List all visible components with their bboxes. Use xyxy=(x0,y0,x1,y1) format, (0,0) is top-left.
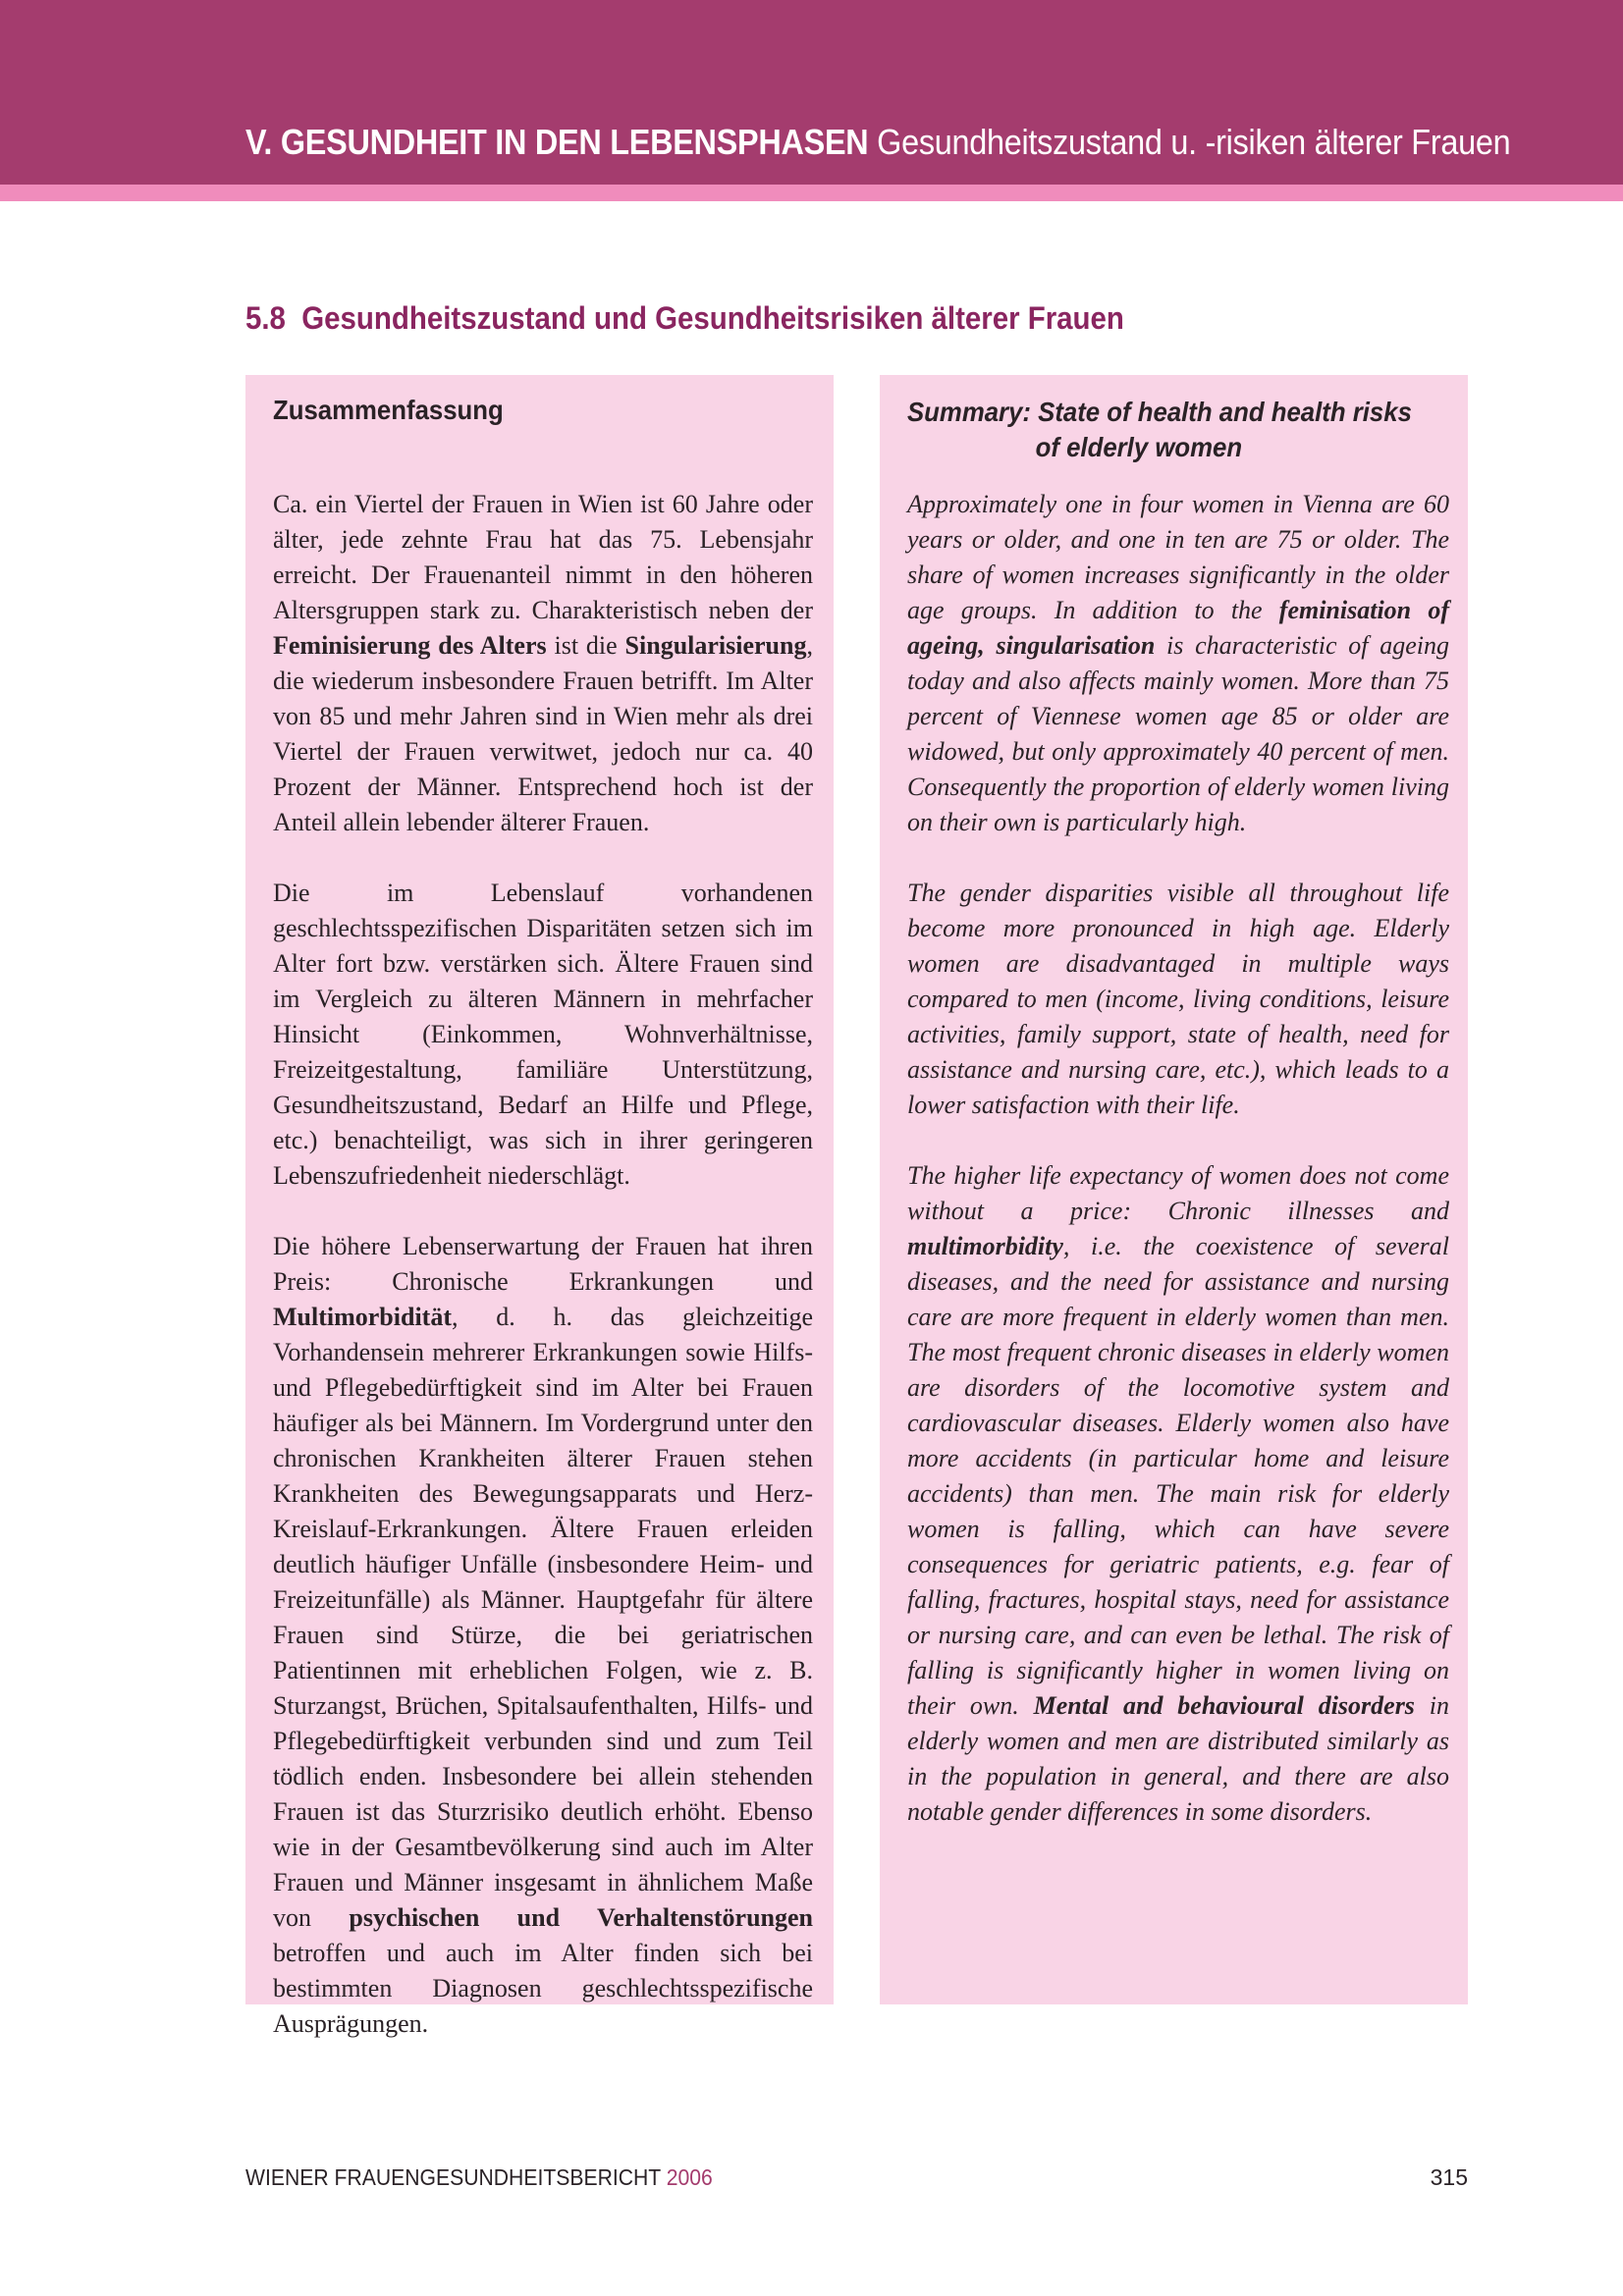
text-run: is characteristic of ageing today and also affects mainly women. More than 75 percent of Viennese women age 85 or older are widowed, but only approximately 40 percent of men. Consequently the proportion of elderly women living on their own is particularly high. xyxy=(907,631,1449,836)
text-run: , i.e. the coexistence of several diseases, and the need for assistance and nursing care are more frequent in elderly women than men. The most frequent chronic diseases in elderly women are disorders of the locomotive system and cardiovascular diseases. Elderly women also have more accidents (in particular home and leisure accidents) than men. The main risk for elderly women is falling, which can have severe consequences for geriatric patients, e.g. fear of falling, fractures, hospital stays, need for assistance or nursing care, and can even be lethal. The risk of falling is significantly higher in women living on their own. xyxy=(907,1232,1449,1720)
bold-term: Multimorbidität xyxy=(273,1303,452,1331)
english-paragraph-1 xyxy=(907,487,1449,840)
text-run: ist die xyxy=(546,631,625,660)
german-paragraph-1 xyxy=(273,487,813,840)
bold-term: psychischen und Verhaltenstörungen xyxy=(349,1903,813,1932)
footer-report-title xyxy=(245,2164,713,2191)
page-number: 315 xyxy=(1430,2164,1468,2190)
section-number: 5.8 xyxy=(245,300,286,336)
footer-year: 2006 xyxy=(666,2164,713,2190)
running-header xyxy=(245,122,1510,171)
footer-report-name: WIENER FRAUENGESUNDHEITSBERICHT xyxy=(245,2164,661,2190)
header-stripe xyxy=(0,185,1623,201)
english-paragraph-3 xyxy=(907,1158,1449,1830)
text-run: , d. h. das gleichzeitige Vorhandensein mehrerer Erkrankungen sowie Hilfs- und Pflegebedürftigkeit sind im Alter bei Frauen häufiger als bei Männern. Im Vordergrund unter den chronischen Krankheiten älterer Frauen stehen Krankheiten des Bewegungsapparats und Herz-Kreislauf-Erkrankungen. Ältere Frauen erleiden deutlich häufiger Unfälle (insbesondere Heim- und Freizeitunfälle) als Männer. Hauptgefahr für ältere Frauen sind Stürze, die bei geriatrischen Patientinnen mit erheblichen Folgen, wie z. B. Sturzangst, Brüchen, Spitalsaufenthalten, Hilfs- und Pflegebedürftigkeit verbunden sind und zum Teil tödlich enden. Insbesondere bei allein stehenden Frauen ist das Sturzrisiko deutlich erhöht. Ebenso wie in der Gesamtbevölkerung sind auch im Alter Frauen und Männer insgesamt in ähnlichem Maße von xyxy=(273,1303,813,1932)
text-run: in elderly women and men are distributed similarly as in the population in general, and there are also notable gender differences in some disorders. xyxy=(907,1691,1449,1826)
text-run: Die höhere Lebenserwartung der Frauen hat ihren Preis: Chronische Erkrankungen und xyxy=(273,1232,813,1296)
section-heading xyxy=(245,300,1124,337)
german-paragraph-2: Die im Lebenslauf vorhandenen geschlechtsspezifischen Disparitäten setzen sich im Alter fort bzw. verstärken sich. Ältere Frauen sind im Vergleich zu älteren Männern in mehrfacher Hinsicht (Einkommen, Wohnverhältnisse, Freizeitgestaltung, familiäre Unterstützung, Gesundheitszustand, Bedarf an Hilfe und Pflege, etc.) benachteiligt, was sich in ihrer geringeren Lebenszufriedenheit niederschlägt. xyxy=(273,879,813,1190)
english-summary-box xyxy=(880,375,1468,2004)
english-heading-line-2: of elderly women xyxy=(1035,432,1243,462)
text-run: Approximately one in four women in Vienna are 60 years or older, and one in ten are 75 or older. The share of women increases significantly in the older age groups. In addition to the xyxy=(907,490,1449,624)
bold-term: feminisation of ageing, singularisation xyxy=(907,596,1449,660)
german-paragraph-3 xyxy=(273,1229,813,2042)
english-summary-text xyxy=(907,487,1449,1865)
bold-term: Feminisierung des Alters xyxy=(273,631,547,660)
text-run: The higher life expectancy of women does not come without a price: Chronic illnesses and xyxy=(907,1161,1449,1225)
text-run: betroffen und auch im Alter finden sich bei bestimmten Diagnosen geschlechtsspezifische Ausprägungen. xyxy=(273,1939,813,2038)
chapter-subtitle: Gesundheitszustand u. -risiken älterer Frauen xyxy=(877,122,1511,162)
bold-term: multimorbidity xyxy=(907,1232,1063,1260)
english-heading-line-1: Summary: State of health and health risks xyxy=(907,397,1412,427)
text-run: , die wiederum insbesondere Frauen betrifft. Im Alter von 85 und mehr Jahren sind in Wien mehr als drei Viertel der Frauen verwitwet, jedoch nur ca. 40 Prozent der Männer. Entsprechend hoch ist der Anteil allein lebender älterer Frauen. xyxy=(273,631,813,836)
bold-term: Singularisierung xyxy=(624,631,807,660)
english-paragraph-2: The gender disparities visible all throughout life become more pronounced in high age. Elderly women are disadvantaged in multiple ways compared to men (income, living conditions, leisure activities, family support, state of health, need for assistance and nursing care, etc.), which leads to a lower satisfaction with their life. xyxy=(907,879,1449,1119)
german-summary-heading: Zusammenfassung xyxy=(273,395,504,425)
section-title: Gesundheitszustand und Gesundheitsrisiken älterer Frauen xyxy=(301,300,1124,336)
text-run: Ca. ein Viertel der Frauen in Wien ist 60 Jahre oder älter, jede zehnte Frau hat das 75. Lebensjahr erreicht. Der Frauenanteil nimmt in den höheren Altersgruppen stark zu. Charakteristisch neben der xyxy=(273,490,813,624)
bold-term: Mental and behavioural disorders xyxy=(1033,1691,1415,1720)
chapter-title: V. GESUNDHEIT IN DEN LEBENSPHASEN xyxy=(245,122,869,162)
german-summary-text xyxy=(273,487,813,2077)
german-summary-box xyxy=(245,375,834,2038)
english-summary-heading xyxy=(907,395,1412,465)
